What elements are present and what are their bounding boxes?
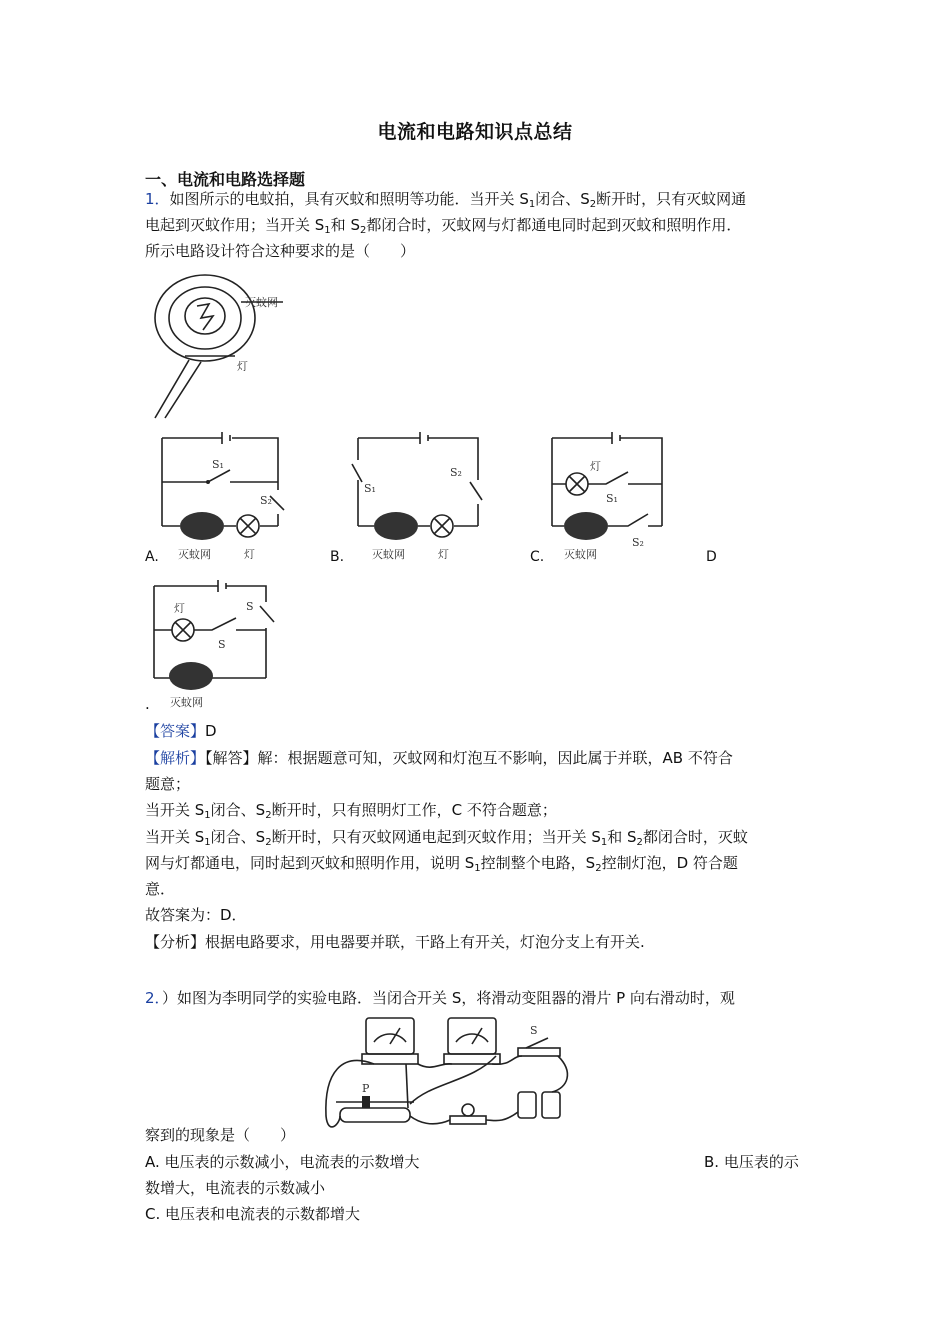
svg-text:S₂: S₂: [450, 466, 462, 479]
svg-text:S₂: S₂: [260, 494, 272, 507]
bulb-base: [450, 1116, 486, 1124]
svg-text:灯: 灯: [174, 602, 185, 615]
switch-icon: [518, 1048, 560, 1056]
switch-s2: [470, 482, 482, 500]
svg-text:灯: 灯: [438, 548, 449, 561]
switch-s1: [260, 606, 274, 622]
svg-text:灭蚊网: 灭蚊网: [564, 548, 597, 561]
svg-text:P: P: [362, 1082, 370, 1095]
question-number: 1．: [145, 190, 170, 208]
q1-answer: 【答案】D: [145, 722, 217, 740]
q1-summary: 【分析】根据电路要求，用电器要并联，干路上有开关，灯泡分支上有开关.: [145, 933, 645, 951]
net-icon: [564, 512, 608, 540]
svg-text:S: S: [246, 600, 254, 613]
lightning-icon: [197, 304, 213, 330]
svg-text:S: S: [218, 638, 226, 651]
q2-option-a[interactable]: A. 电压表的示数减小，电流表的示数增大: [145, 1153, 420, 1171]
option-d[interactable]: D: [706, 549, 717, 565]
svg-text:S₂: S₂: [632, 536, 644, 549]
racket-label-net: 灭蚊网: [245, 296, 278, 309]
slider-p: [362, 1096, 370, 1108]
q2-line-1: 2．）如图为李明同学的实验电路．当闭合开关 S，将滑动变阻器的滑片 P 向右滑动时，观: [145, 989, 735, 1007]
circuit-a: [160, 430, 285, 565]
q1-analysis-6: 意．: [145, 880, 176, 898]
q1-analysis-1: 【解析】【解答】解：根据题意可知，灭蚊网和灯泡互不影响，因此属于并联，AB 不符合: [145, 749, 733, 767]
q2-line-2: 察到的现象是（ ）: [145, 1126, 296, 1144]
q1-line-2: 电起到灭蚊作用；当开关 $S_1$和 $S_2$都闭合时，灭蚊网与灯都通电同时起到灭蚊和照明作用．: [145, 216, 742, 236]
svg-text:灯: 灯: [244, 548, 255, 561]
svg-text:S₁: S₁: [212, 458, 224, 471]
racket-handle: [155, 360, 201, 418]
battery-icon: [542, 1092, 560, 1118]
section-heading: 一、电流和电路选择题: [145, 170, 306, 189]
svg-text:S₁: S₁: [606, 492, 618, 505]
q2-option-b-part1[interactable]: B. 电压表的示: [704, 1153, 799, 1171]
q1-analysis-4: 当开关 $S_1$闭合、$S_2$断开时，只有灭蚊网通电起到灭蚊作用；当开关 $S_1$和 $S_2$都闭合时，灭蚊: [145, 828, 748, 848]
q1-analysis-5: 网与灯都通电，同时起到灭蚊和照明作用，说明 $S_1$控制整个电路，$S_2$控制灯泡，D 符合题: [145, 854, 738, 874]
net-icon: [180, 512, 224, 540]
q1-analysis-3: 当开关 $S_1$闭合、$S_2$断开时，只有照明灯工作，C 不符合题意；: [145, 801, 557, 821]
circuit-d: [150, 578, 275, 713]
switch-s1: [162, 470, 278, 482]
q1-conclusion: 故答案为：D．: [145, 906, 247, 924]
circuit-c: [548, 430, 673, 565]
svg-text:灭蚊网: 灭蚊网: [170, 696, 203, 709]
circuit-b: [350, 430, 485, 565]
switch-s1: [352, 464, 362, 482]
voltmeter-icon: [366, 1018, 414, 1054]
battery-icon: [518, 1092, 536, 1118]
question-number: 2．: [145, 989, 163, 1007]
option-a[interactable]: A.: [145, 549, 159, 565]
svg-text:灯: 灯: [590, 460, 601, 473]
figure-end-dot: .: [145, 695, 150, 713]
mosquito-racket-figure: [145, 272, 305, 420]
q2-option-b-part2[interactable]: 数增大，电流表的示数减小: [145, 1179, 326, 1197]
net-icon: [169, 662, 213, 690]
q1-analysis-2: 题意；: [145, 775, 191, 793]
switch-s2: [270, 496, 284, 510]
racket-center: [185, 298, 225, 334]
switch-s2: [154, 618, 266, 630]
svg-text:S₁: S₁: [364, 482, 376, 495]
ammeter-icon: [448, 1018, 496, 1054]
q2-option-c[interactable]: C. 电压表和电流表的示数都增大: [145, 1205, 361, 1223]
q1-line-3: 所示电路设计符合这种要求的是（ ）: [145, 242, 416, 260]
page-title: 电流和电路知识点总结: [377, 121, 573, 143]
option-c[interactable]: C.: [530, 549, 545, 565]
racket-label-lamp: 灯: [237, 360, 248, 373]
svg-text:灭蚊网: 灭蚊网: [372, 548, 405, 561]
bulb-icon: [462, 1104, 474, 1116]
svg-text:S: S: [530, 1024, 538, 1037]
q1-line-1: 1．如图所示的电蚊拍，具有灭蚊和照明等功能．当开关 $S_1$闭合、$S_2$断开时，只有灭蚊网通: [145, 190, 747, 210]
rheostat-icon: [340, 1108, 410, 1122]
svg-text:灭蚊网: 灭蚊网: [178, 548, 211, 561]
experiment-circuit-figure: [322, 1012, 572, 1140]
option-b[interactable]: B.: [330, 549, 345, 565]
net-icon: [374, 512, 418, 540]
